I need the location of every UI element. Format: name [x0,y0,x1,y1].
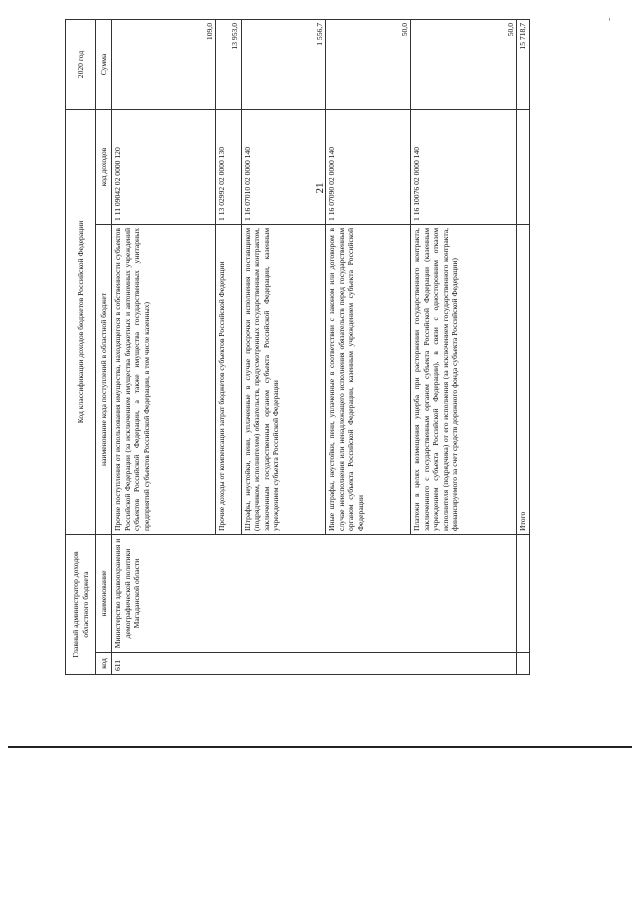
row-code: 1 11 09042 02 0000 120 [112,109,216,224]
total-label: Итого [517,224,530,534]
header-income-name: наименование кода поступлений в областной бюджет [96,224,112,534]
header-admin-name: наименование [96,534,112,652]
row-description: Штрафы, неустойки, пени, уплаченные в случае просрочки исполнения поставщиком (подрядчиком, исполнителем) обязательств, предусмотренных государственным контрактом, заключенным государственным органом субъекта Российской Федерации, казенным учреждением субъекта Российской Федерации [241,224,326,534]
header-admin-code: код [96,653,112,675]
row-description: Прочие доходы от компенсации затрат бюджетов субъектов Российской Федерации [216,224,241,534]
row-amount: 1 556,7 [241,19,326,109]
header-code-group: Код классификации доходов бюджетов Российской Федерации [66,109,96,534]
footer-rule [8,746,632,748]
income-table [65,19,530,675]
page-number: 21 [314,182,326,194]
admin-code: 611 [112,653,517,675]
corner-mark: - [604,17,616,22]
row-amount: 50,0 [326,19,411,109]
row-description: Платежи в целях возмещения ущерба при расторжении государственного контракта, заключенного с государственным органом субъекта Российской Федерации (казенным учреждением субъекта Российской Федерации), в связи с односторонним отказом исполнителя (подрядчика) от его исполнения (за исключением государственного контракта, финансируемого за счет средств дорожного фонда субъекта Российской Федерации) [411,224,517,534]
table-row [112,19,216,674]
header-admin-group: Главный администратор доходов областного бюджета [66,534,96,674]
total-amount: 15 718,7 [517,19,530,109]
row-description: Прочие поступления от использования имущества, находящегося в собственности субъектов Российской Федерации (за исключением имущества бюджетных и автономных учреждений субъектов Российской Федерации, а также имущества государственных унитарных предприятий субъектов Российской Федерации, в том числе казенных) [112,224,216,534]
header-amount: Сумма [96,19,112,109]
row-description: Иные штрафы, неустойки, пени, уплаченные в соответствии с законом или договором в случае неисполнения или ненадлежащего исполнения обязательств перед государственным органом субъекта Российской Федерации, казенным учреждением субъекта Российской Федерации [326,224,411,534]
row-amount: 109,0 [112,19,216,109]
row-code: 1 16 07090 02 0000 140 [326,109,411,224]
rotated-table-container [65,20,530,675]
header-income-code: код доходов [96,109,112,224]
row-code: 1 16 10076 02 0000 140 [411,109,517,224]
row-amount: 50,0 [411,19,517,109]
header-year: 2020 год [66,19,96,109]
row-amount: 13 953,0 [216,19,241,109]
admin-name: Министерство здравоохранения и демографической политики Магаданской области [112,534,517,652]
total-row [517,19,530,674]
row-code: 1 16 07010 02 0000 140 [241,109,326,224]
row-code: 1 13 02992 02 0000 130 [216,109,241,224]
